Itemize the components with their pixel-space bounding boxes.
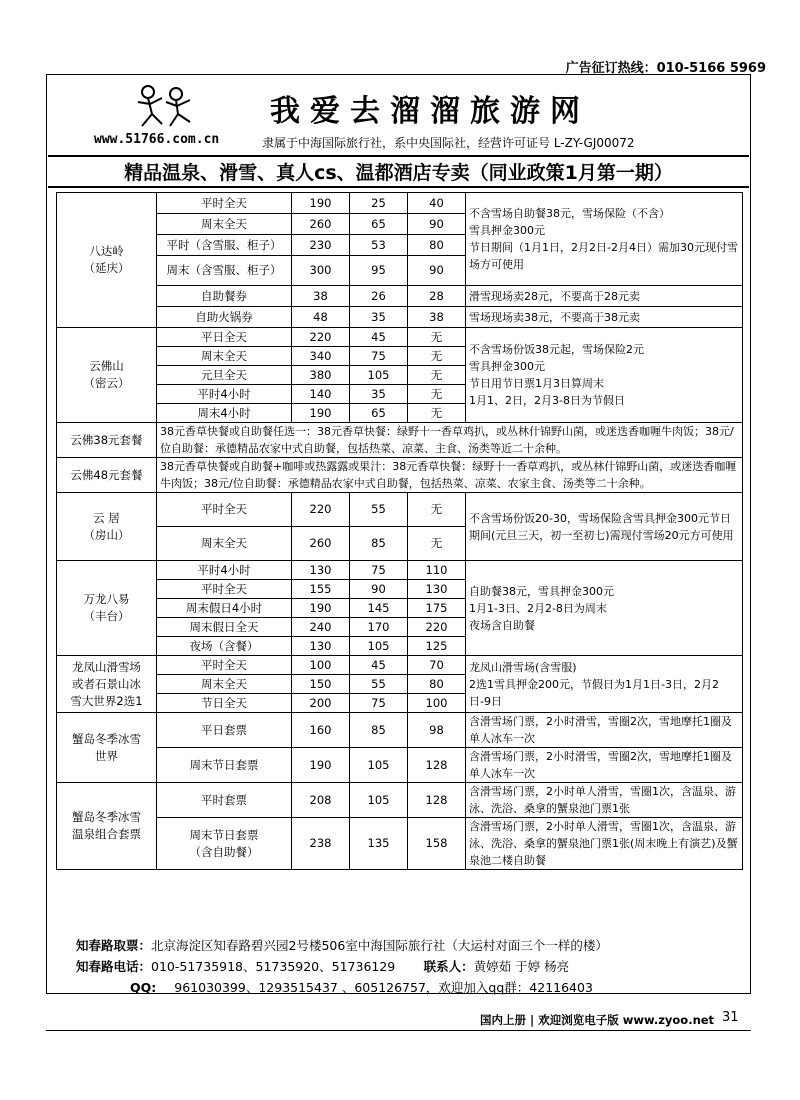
price-cell: 130	[408, 580, 466, 599]
item-cell: 平时全天	[157, 580, 292, 599]
item-cell: 周末4小时	[157, 404, 292, 423]
brand-name: 我爱去溜溜旅游网	[270, 94, 590, 129]
area-cell: 蟹岛冬季冰雪 世界	[57, 713, 157, 783]
note-cell: 龙凤山滑雪场(含雪服) 2选1雪具押金200元，节假日为1月1日-3日，2月2日-9日	[466, 656, 743, 713]
note-cell: 含滑雪场门票，2小时单人滑雪，雪圈1次，含温泉、游泳、洗浴、桑拿的蟹泉池门票1张	[466, 783, 743, 818]
price-cell: 45	[350, 656, 408, 675]
running-figures-logo-icon	[130, 82, 200, 132]
price-cell: 95	[350, 256, 408, 286]
price-cell: 75	[350, 694, 408, 713]
price-cell: 105	[350, 637, 408, 656]
price-cell: 220	[292, 493, 350, 527]
price-cell: 230	[292, 235, 350, 256]
price-cell: 128	[408, 783, 466, 818]
price-cell: 无	[408, 385, 466, 404]
price-cell: 240	[292, 618, 350, 637]
item-cell: 平时套票	[157, 783, 292, 818]
price-cell: 100	[292, 656, 350, 675]
phone-line: 知春路电话：010-51735918、51735920、51736129 联系人：黄婷茹 于婷 杨亮	[76, 959, 570, 974]
price-cell: 26	[350, 286, 408, 307]
item-cell: 周末假日4小时	[157, 599, 292, 618]
price-cell: 135	[350, 818, 408, 870]
price-cell: 75	[350, 347, 408, 366]
note-cell: 不含雪场份饭20-30，雪场保险含雪具押金300元节日期间(元旦三天，初一至初七)需现付雪场20元方可使用	[466, 493, 743, 561]
note-cell: 不含雪场份饭38元起，雪场保险2元 雪具押金300元 节日用节日票1月3日算周末 1月1、2日，2月3-8日为节假日	[466, 328, 743, 423]
price-cell: 380	[292, 366, 350, 385]
divider	[48, 155, 749, 157]
price-cell: 无	[408, 366, 466, 385]
price-cell: 53	[350, 235, 408, 256]
price-cell: 190	[292, 599, 350, 618]
price-cell: 158	[408, 818, 466, 870]
agency-subtitle: 隶属于中海国际旅行社，系中央国际社，经营许可证号 L-ZY-GJ00072	[262, 136, 635, 150]
price-cell: 45	[350, 328, 408, 347]
price-cell: 90	[408, 256, 466, 286]
table-row	[57, 748, 743, 783]
price-cell: 190	[292, 748, 350, 783]
item-cell: 自助餐券	[157, 286, 292, 307]
price-cell: 260	[292, 214, 350, 235]
price-cell: 238	[292, 818, 350, 870]
package-desc-cell: 38元香草快餐或自助餐任选一：38元香草快餐：绿野十一香草鸡扒，或丛林什锦野山菌，或迷迭香咖喱牛肉饭；38元/位自助餐：承德精品农家中式自助餐，包括热菜、凉菜、主食、汤类等近二十余种。	[157, 423, 743, 458]
item-cell: 周末假日全天	[157, 618, 292, 637]
price-cell: 38	[408, 307, 466, 328]
ad-hotline: 广告征订热线：010-5166 5969	[565, 61, 766, 76]
price-cell: 80	[408, 675, 466, 694]
page-number: 31	[722, 1010, 739, 1025]
price-cell: 105	[350, 366, 408, 385]
price-cell: 190	[292, 193, 350, 214]
price-cell: 140	[292, 385, 350, 404]
price-cell: 145	[350, 599, 408, 618]
package-name-cell: 云佛48元套餐	[57, 458, 157, 493]
price-cell: 25	[350, 193, 408, 214]
note-cell: 雪场现场卖38元，不要高于38元卖	[466, 307, 743, 328]
item-cell: 周末节日套票	[157, 748, 292, 783]
item-cell: 平时4小时	[157, 561, 292, 580]
item-cell: 节日全天	[157, 694, 292, 713]
price-cell: 200	[292, 694, 350, 713]
price-cell: 110	[408, 561, 466, 580]
price-cell: 无	[408, 527, 466, 561]
price-cell: 85	[350, 713, 408, 748]
price-cell: 100	[408, 694, 466, 713]
table-row	[57, 286, 743, 307]
price-cell: 无	[408, 328, 466, 347]
package-row	[57, 423, 743, 458]
item-cell: 周末（含雪服、柜子）	[157, 256, 292, 286]
price-cell: 90	[350, 580, 408, 599]
price-cell: 35	[350, 307, 408, 328]
ticket-pickup: 知春路取票：北京海淀区知春路碧兴园2号楼506室中海国际旅行社（大运村对面三个一样的楼）	[76, 938, 608, 953]
item-cell: 周末全天	[157, 347, 292, 366]
table-row	[57, 818, 743, 870]
page-title: 精品温泉、滑雪、真人cs、温都酒店专卖（同业政策1月第一期）	[124, 162, 673, 184]
price-cell: 48	[292, 307, 350, 328]
area-cell: 云佛山 （密云）	[57, 328, 157, 423]
price-cell: 38	[292, 286, 350, 307]
price-cell: 40	[408, 193, 466, 214]
item-cell: 周末节日套票 （含自助餐）	[157, 818, 292, 870]
qq-line: QQ: 961030399、1293515437 、605126757，欢迎加入qq群：42116403	[130, 980, 593, 995]
price-cell: 130	[292, 637, 350, 656]
table-row	[57, 493, 743, 527]
price-cell: 80	[408, 235, 466, 256]
price-cell: 105	[350, 783, 408, 818]
area-cell: 云 居 （房山）	[57, 493, 157, 561]
package-row	[57, 458, 743, 493]
price-cell: 175	[408, 599, 466, 618]
note-cell: 含滑雪场门票，2小时滑雪，雪圈2次，雪地摩托1圈及单人冰车一次	[466, 713, 743, 748]
price-cell: 55	[350, 493, 408, 527]
price-cell: 无	[408, 404, 466, 423]
note-cell: 滑雪现场卖28元，不要高于28元卖	[466, 286, 743, 307]
item-cell: 平时全天	[157, 493, 292, 527]
price-cell: 150	[292, 675, 350, 694]
price-cell: 340	[292, 347, 350, 366]
area-cell: 万龙八易 （丰台）	[57, 561, 157, 656]
item-cell: 周末全天	[157, 527, 292, 561]
price-cell: 无	[408, 493, 466, 527]
divider	[48, 186, 749, 188]
item-cell: 夜场（含餐）	[157, 637, 292, 656]
table-row	[57, 193, 743, 214]
table-row	[57, 561, 743, 580]
table-row	[57, 713, 743, 748]
item-cell: 周末全天	[157, 675, 292, 694]
footer-divider	[46, 1030, 751, 1031]
table-row	[57, 656, 743, 675]
table-row	[57, 783, 743, 818]
price-cell: 65	[350, 214, 408, 235]
area-cell: 龙凤山滑雪场 或者石景山冰 雪大世界2选1	[57, 656, 157, 713]
note-cell: 不含雪场自助餐38元，雪场保险（不含） 雪具押金300元 节日期间（1月1日，2月2日-2月4日）需加30元现付雪场方可使用	[466, 193, 743, 286]
package-desc-cell: 38元香草快餐或自助餐+咖啡或热露露或果汁：38元香草快餐：绿野十一香草鸡扒，或丛林什锦野山菌，或迷迭香咖喱牛肉饭；38元/位自助餐：承德精品农家中式自助餐，包括热菜、凉菜、农家主食、汤类等二十余种。	[157, 458, 743, 493]
price-cell: 170	[350, 618, 408, 637]
area-cell: 八达岭 （延庆）	[57, 193, 157, 328]
price-cell: 65	[350, 404, 408, 423]
price-cell: 28	[408, 286, 466, 307]
item-cell: 平时全天	[157, 193, 292, 214]
price-cell: 105	[350, 748, 408, 783]
price-cell: 208	[292, 783, 350, 818]
price-cell: 260	[292, 527, 350, 561]
item-cell: 平日全天	[157, 328, 292, 347]
table-row	[57, 328, 743, 347]
item-cell: 平时全天	[157, 656, 292, 675]
price-cell: 75	[350, 561, 408, 580]
price-cell: 90	[408, 214, 466, 235]
price-cell: 190	[292, 404, 350, 423]
item-cell: 元旦全天	[157, 366, 292, 385]
note-cell: 含滑雪场门票，2小时滑雪，雪圈2次，雪地摩托1圈及单人冰车一次	[466, 748, 743, 783]
price-cell: 无	[408, 347, 466, 366]
table-row	[57, 307, 743, 328]
price-table	[56, 192, 743, 870]
item-cell: 周末全天	[157, 214, 292, 235]
footer-text: 国内上册 | 欢迎浏览电子版 www.zyoo.net	[480, 1013, 715, 1027]
item-cell: 平时4小时	[157, 385, 292, 404]
package-name-cell: 云佛38元套餐	[57, 423, 157, 458]
price-cell: 220	[408, 618, 466, 637]
price-cell: 130	[292, 561, 350, 580]
price-cell: 85	[350, 527, 408, 561]
note-cell: 自助餐38元，雪具押金300元 1月1-3日、2月2-8日为周末 夜场含自助餐	[466, 561, 743, 656]
note-cell: 含滑雪场门票，2小时单人滑雪，雪圈1次，含温泉、游泳、洗浴、桑拿的蟹泉池门票1张(周末晚上有演艺)及蟹泉池二楼自助餐	[466, 818, 743, 870]
price-cell: 35	[350, 385, 408, 404]
price-cell: 220	[292, 328, 350, 347]
item-cell: 平时（含雪服、柜子）	[157, 235, 292, 256]
price-cell: 125	[408, 637, 466, 656]
price-cell: 98	[408, 713, 466, 748]
item-cell: 自助火锅券	[157, 307, 292, 328]
price-cell: 300	[292, 256, 350, 286]
price-cell: 55	[350, 675, 408, 694]
price-cell: 70	[408, 656, 466, 675]
item-cell: 平日套票	[157, 713, 292, 748]
price-cell: 128	[408, 748, 466, 783]
area-cell: 蟹岛冬季冰雪 温泉组合套票	[57, 783, 157, 870]
price-cell: 160	[292, 713, 350, 748]
price-cell: 155	[292, 580, 350, 599]
site-url[interactable]: www.51766.com.cn	[94, 132, 220, 147]
